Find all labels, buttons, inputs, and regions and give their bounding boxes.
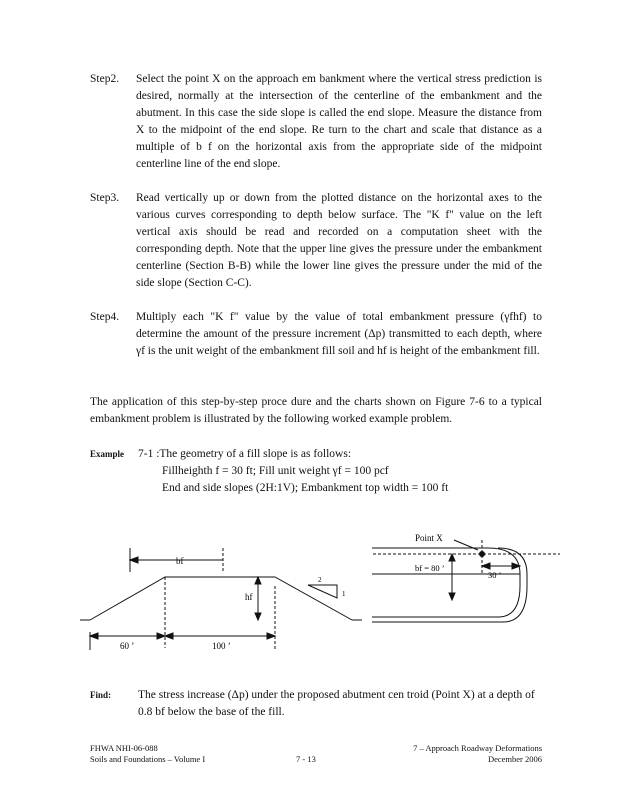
dim-60-label: 60 ’ (120, 641, 135, 651)
step-text: Read vertically up or down from the plotted distance on the horizontal axes to the various curves corresponding to depth below surface. The "K f" value on the left vertical axis should be read and recorded on a computation sheet with the corresponding depth. Note that the upper line gives the pressure under the embankment centerline (Section B-B) while the lower line gives the pressure under the mid of the side slope (Section C-C). (136, 192, 542, 289)
footer-right-line-2: December 2006 (487, 754, 542, 764)
arrow-head (90, 633, 98, 639)
footer-left-line-2: Soils and Foundations – Volume I (90, 754, 206, 764)
intro-paragraph: The application of this step-by-step proce dure and the charts shown on Figure 7-6 to a typical embankment problem is illustrated by the following worked example problem. (90, 396, 542, 425)
dim-30-label: 30 ’ (488, 570, 502, 580)
footer-left (90, 743, 205, 765)
embankment-outline (90, 577, 352, 620)
embankment-figure (80, 520, 570, 660)
arrow-head (130, 557, 138, 563)
footer-left-line-1: FHWA NHI-06-088 (90, 743, 158, 753)
point-x-label: Point X (415, 533, 443, 543)
footer-right-line-1: 7 – Approach Roadway Deformations (413, 743, 542, 753)
step-4 (90, 309, 542, 360)
slope-vertical-label: 1 (342, 590, 346, 598)
arrow-head (255, 577, 261, 584)
step-label: Step4. (90, 311, 120, 323)
abutment-curve (488, 548, 520, 617)
example-line-1: Fillheighth f = 30 ft; Fill unit weight γf = 100 pcf (162, 465, 389, 477)
point-x-marker (479, 551, 485, 557)
slope-triangle (308, 585, 337, 598)
find-block (90, 687, 542, 721)
arrow-head (267, 633, 275, 639)
hf-label: hf (245, 592, 253, 602)
step-2 (90, 71, 542, 173)
embankment-section (80, 548, 362, 650)
step-text: Select the point X on the approach em bankment where the vertical stress prediction is desired, normally at the intersection of the centerline of the embankment and the abutment. In this case the side slope is called the end slope. Measure the distance from X to the midpoint of the end slope. Re turn to the chart and scale that distance as a multiple of b f on the horizontal axis from the appropriate side of the midpoint centerline line of the end slope. (136, 73, 542, 170)
plan-view (372, 540, 560, 622)
arrow-head (449, 593, 455, 600)
example-title: 7-1 :The geometry of a fill slope is as follows: (138, 448, 352, 460)
example-line-2: End and side slopes (2H:1V); Embankment top width = 100 ft (162, 482, 449, 494)
footer-page-number: 7 - 13 (296, 754, 316, 764)
footer-right (392, 743, 542, 765)
step-label: Step3. (90, 192, 120, 204)
step-3 (90, 190, 542, 292)
arrow-head (482, 563, 490, 569)
find-text: The stress increase (Δp) under the proposed abutment cen troid (Point X) at a depth of 0.8 bf below the base of the fill. (138, 689, 535, 718)
arrow-head (255, 613, 261, 620)
arrow-head (165, 633, 173, 639)
bf-label: bf (176, 556, 184, 566)
step-label: Step2. (90, 73, 120, 85)
step-text: Multiply each "K f" value by the value of total embankment pressure (γfhf) to determine the amount of the pressure increment (Δp) transmitted to each depth, where γf is the unit weight of the embankment fill soil and hf is height of the embankment fill. (136, 311, 542, 357)
example-block (90, 446, 542, 497)
slope-horizontal-label: 2 (318, 576, 322, 584)
find-label: Find: (90, 690, 112, 700)
dim-80-label: bf = 80 ’ (415, 563, 445, 573)
example-label: Example (90, 449, 125, 459)
arrow-head (449, 554, 455, 561)
dim-100-label: 100 ’ (212, 641, 231, 651)
